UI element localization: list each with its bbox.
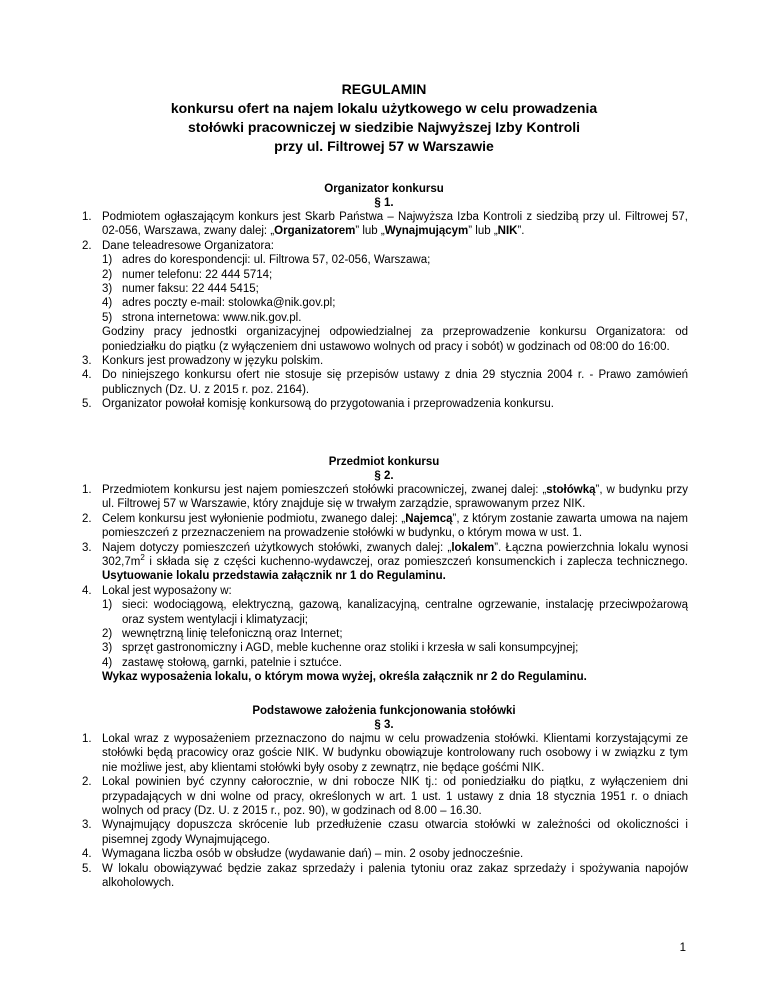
list-item: 1. Przedmiotem konkursu jest najem pomieszczeń stołówki pracowniczej, zwanej dalej: „stołówką”, w budynku przy ul. Filtrowej 57 w Warszawie, który znajduje się w trwałym zarządzie, sprawowanym przez NIK. (82, 484, 688, 511)
sub-item: 1) adres do korespondencji: ul. Filtrowa 57, 02-056, Warszawa; (102, 254, 431, 267)
list-item: 5. W lokalu obowiązywać będzie zakaz sprzedaży i palenia tytoniu oraz zakaz sprzedaży i spożywania napojów alkoholowych. (82, 862, 688, 890)
list-item: 5. Organizator powołał komisję konkursową do przygotowania i przeprowadzenia konkursu. (82, 398, 554, 411)
sub-item: 1) sieci: wodociągową, elektryczną, gazową, kanalizacyjną, centralne ogrzewanie, instalację przeciwpożarową oraz system wentylacji i klimatyzacji; (102, 599, 688, 626)
section-2-heading: Przedmiot konkursu (328, 456, 440, 468)
title-line-3: stołówki pracowniczej w siedzibie Najwyższej Izby Kontroli (187, 119, 581, 135)
list-item: 4. Do niniejszego konkursu ofert nie stosuje się przepisów ustawy z dnia 29 stycznia 2004 r. - Prawo zamówień publicznych (Dz. U. z 2015 r. poz. 2164). (82, 369, 688, 396)
section-2-paragraph-mark: § 2. (374, 470, 394, 482)
section-1 (80, 182, 688, 412)
document-title (80, 80, 688, 156)
sub-item: 4) zastawę stołową, garnki, patelnie i sztućce. (102, 656, 342, 669)
section-1-paragraph-mark: § 1. (374, 197, 394, 209)
sub-item: 5) strona internetowa: www.nik.gov.pl. (102, 311, 302, 324)
section-3-paragraph-mark: § 3. (374, 719, 394, 731)
section-3 (80, 704, 688, 890)
title-line-2: konkursu ofert na najem lokalu użytkowego w celu prowadzenia (170, 100, 598, 116)
sub-item: 2) wewnętrzną linię telefoniczną oraz Internet; (102, 628, 343, 641)
list-item: 1. Lokal wraz z wyposażeniem przeznaczono do najmu w celu prowadzenia stołówki. Klientami korzystającymi ze stołówki będą pracowicy oraz goście NIK. W budynku obowiązuje kontrolowany ruch osobowy i w związku z tym nie możliwe jest, aby klientami stołówki były osoby z zewnątrz, nie będące gośćmi NIK. (82, 733, 688, 774)
title-line-1: REGULAMIN (341, 81, 427, 97)
page-number: 1 (679, 942, 686, 954)
list-item: 1. Podmiotem ogłaszającym konkurs jest Skarb Państwa – Najwyższa Izba Kontroli z siedzibą przy ul. Filtrowej 57, 02-056, Warszawa, zwany dalej: „Organizatorem” lub „Wynajmującym” lub „NIK”. (82, 211, 688, 238)
sub-item: 4) adres poczty e-mail: stolowka@nik.gov.pl; (102, 297, 336, 310)
sub-item: 2) numer telefonu: 22 444 5714; (102, 268, 273, 281)
office-hours-note: Godziny pracy jednostki organizacyjnej odpowiedzialnej za przeprowadzenie konkursu Organizatora: od poniedziałku do piątku (z wyłączeniem dni ustawowo wolnych od pracy i sobót) w godzinach od 08:00 do 16:00. (102, 326, 688, 353)
list-item: 4. Wymagana liczba osób w obsłudze (wydawanie dań) – min. 2 osoby jednocześnie. (82, 848, 524, 861)
section-1-heading: Organizator konkursu (324, 183, 444, 195)
title-line-4: przy ul. Filtrowej 57 w Warszawie (274, 138, 494, 154)
equipment-list-note: Wykaz wyposażenia lokalu, o którym mowa wyżej, określa załącznik nr 2 do Regulaminu. (102, 671, 587, 684)
list-item: 3. Wynajmujący dopuszcza skrócenie lub przedłużenie czasu otwarcia stołówki w zależności od okoliczności i pisemnej zgody Wynajmującego. (82, 819, 688, 846)
sub-item: 3) numer faksu: 22 444 5415; (102, 283, 259, 296)
section-2 (80, 455, 688, 685)
sub-item: 3) sprzęt gastronomiczny i AGD, meble kuchenne oraz stoliki i krzesła w sali konsumpcyjnej; (102, 642, 579, 655)
list-item: 2. Celem konkursu jest wyłonienie podmiotu, zwanego dalej: „Najemcą”, z którym zostanie zawarta umowa na najem pomieszczeń z przeznaczeniem na prowadzenie stołówki w budynku, o którym mowa w ust. 1. (82, 512, 688, 540)
list-item: 2. Lokal powinien być czynny całorocznie, w dni robocze NIK tj.: od poniedziałku do piątku, z wyłączeniem dni przypadających w dni wolne od pracy, określonych w art. 1 ust. 1 ustawy z dnia 18 stycznia 1951 r. o dniach wolnych od pracy (Dz. U. z 2015 r., poz. 90), w godzinach od 8.00 – 16.30. (82, 776, 688, 818)
list-item: 4. Lokal jest wyposażony w: (82, 584, 232, 597)
section-3-heading: Podstawowe założenia funkcjonowania stołówki (252, 705, 516, 717)
list-item: 3. Najem dotyczy pomieszczeń użytkowych stołówki, zwanych dalej: „lokalem”. Łączna powierzchnia lokalu wynosi $302,7m^2$ i składa się z części kuchenno-wydawczej, oraz pomieszczeń konsumenckich i zaplecza technicznego. Usytuowanie lokalu przedstawia załącznik nr 1 do Regulaminu. (82, 541, 688, 583)
list-item: 2. Dane teleadresowe Organizatora: (82, 239, 274, 252)
list-item: 3. Konkurs jest prowadzony w języku polskim. (82, 355, 324, 368)
